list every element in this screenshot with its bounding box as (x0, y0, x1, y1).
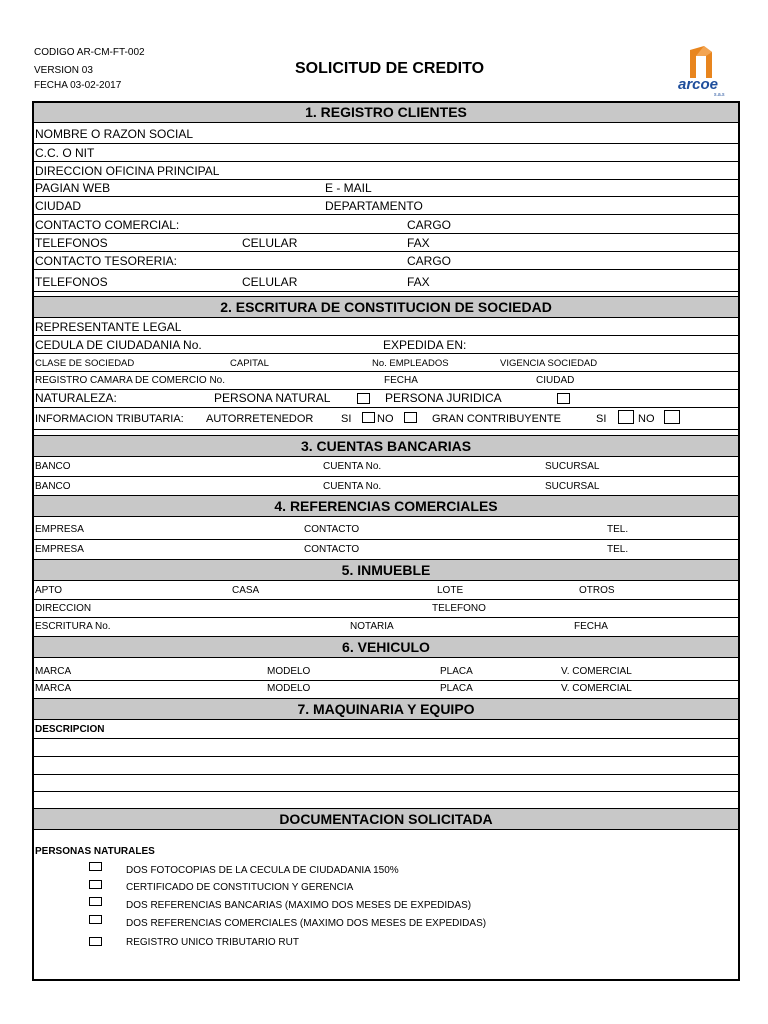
section-2-header: 2. ESCRITURA DE CONSTITUCION DE SOCIEDAD (34, 296, 738, 318)
label-contacto: CONTACTO (304, 524, 360, 535)
form-code: CODIGO AR-CM-FT-002 (34, 47, 145, 58)
label-contacto-comercial: CONTACTO COMERCIAL: (35, 218, 180, 232)
divider (34, 774, 738, 775)
label-contacto-tesoreria: CONTACTO TESORERIA: (35, 254, 178, 268)
divider (34, 269, 738, 270)
label-cc-nit: C.C. O NIT (35, 146, 95, 160)
divider (34, 599, 738, 600)
section-5-header: 5. INMUEBLE (34, 559, 738, 581)
doc-checkbox[interactable] (89, 880, 102, 889)
label-cedula: CEDULA DE CIUDADANIA No. (35, 338, 202, 352)
label-banco: BANCO (35, 481, 71, 492)
section-7-header: 7. MAQUINARIA Y EQUIPO (34, 698, 738, 720)
label-empresa: EMPRESA (35, 524, 84, 535)
label-si: SI (596, 413, 607, 425)
label-fax: FAX (407, 275, 430, 289)
section-4-header: 4. REFERENCIAS COMERCIALES (34, 495, 738, 517)
label-capital: CAPITAL (230, 358, 269, 369)
label-nombre: NOMBRE O RAZON SOCIAL (35, 127, 194, 141)
label-telefonos: TELEFONOS (35, 275, 108, 289)
label-persona-juridica: PERSONA JURIDICA (385, 391, 502, 405)
label-info-tributaria: INFORMACION TRIBUTARIA: (35, 413, 184, 425)
label-descripcion: DESCRIPCION (35, 724, 105, 735)
persona-juridica-checkbox[interactable] (557, 393, 570, 404)
label-si: SI (341, 413, 352, 425)
divider (34, 617, 738, 618)
label-celular: CELULAR (242, 236, 298, 250)
label-no: NO (638, 413, 655, 425)
divider (34, 233, 738, 234)
label-fax: FAX (407, 236, 430, 250)
label-contacto: CONTACTO (304, 544, 360, 555)
form-date: FECHA 03-02-2017 (34, 80, 122, 91)
persona-natural-checkbox[interactable] (357, 393, 370, 404)
label-otros: OTROS (579, 585, 615, 596)
doc-checkbox[interactable] (89, 937, 102, 946)
label-valor-comercial: V. COMERCIAL (561, 683, 632, 694)
label-vigencia: VIGENCIA SOCIEDAD (500, 358, 598, 369)
divider (34, 389, 738, 390)
divider (34, 143, 738, 144)
label-telefono: TELEFONO (432, 603, 486, 614)
autorretenedor-si-checkbox[interactable] (362, 412, 375, 423)
label-empresa: EMPRESA (35, 544, 84, 555)
label-representante: REPRESENTANTE LEGAL (35, 320, 182, 334)
label-sucursal: SUCURSAL (545, 481, 600, 492)
divider (34, 161, 738, 162)
label-telefonos: TELEFONOS (35, 236, 108, 250)
divider (34, 214, 738, 215)
divider (34, 353, 738, 354)
gran-contribuyente-si-checkbox[interactable] (618, 410, 634, 424)
label-escritura: ESCRITURA No. (35, 621, 111, 632)
doc-checkbox[interactable] (89, 897, 102, 906)
label-marca: MARCA (35, 683, 72, 694)
label-modelo: MODELO (267, 666, 311, 677)
divider (34, 407, 738, 408)
divider (34, 335, 738, 336)
label-clase-sociedad: CLASE DE SOCIEDAD (35, 358, 135, 369)
divider (34, 291, 738, 292)
label-direccion: DIRECCION (35, 603, 92, 614)
page-title: SOLICITUD DE CREDITO (295, 60, 485, 77)
label-cuenta: CUENTA No. (323, 481, 382, 492)
doc-item: DOS REFERENCIAS BANCARIAS (MAXIMO DOS MESES DE EXPEDIDAS) (126, 900, 472, 911)
divider (34, 196, 738, 197)
label-celular: CELULAR (242, 275, 298, 289)
divider (34, 738, 738, 739)
label-cuenta: CUENTA No. (323, 461, 382, 472)
label-no: NO (377, 413, 394, 425)
divider (34, 756, 738, 757)
label-ciudad: CIUDAD (536, 375, 575, 386)
doc-item: CERTIFICADO DE CONSTITUCION Y GERENCIA (126, 882, 354, 893)
doc-checkbox[interactable] (89, 915, 102, 924)
divider (34, 680, 738, 681)
divider (34, 179, 738, 180)
label-tel: TEL. (607, 524, 629, 535)
label-persona-natural: PERSONA NATURAL (214, 391, 331, 405)
doc-item: DOS REFERENCIAS COMERCIALES (MAXIMO DOS MESES DE EXPEDIDAS) (126, 918, 487, 929)
label-placa: PLACA (440, 666, 473, 677)
label-naturaleza: NATURALEZA: (35, 391, 117, 405)
divider (34, 539, 738, 540)
label-marca: MARCA (35, 666, 72, 677)
label-departamento: DEPARTAMENTO (325, 199, 423, 213)
label-modelo: MODELO (267, 683, 311, 694)
logo-sub: s.a.s (714, 92, 725, 98)
section-1-header: 1. REGISTRO CLIENTES (34, 102, 738, 123)
docs-header: DOCUMENTACION SOLICITADA (34, 808, 738, 830)
label-cargo: CARGO (407, 218, 452, 232)
label-empleados: No. EMPLEADOS (372, 358, 449, 369)
divider (34, 791, 738, 792)
label-pagina-web: PAGIAN WEB (35, 181, 111, 195)
label-autorretenedor: AUTORRETENEDOR (206, 413, 314, 425)
label-lote: LOTE (437, 585, 464, 596)
company-logo (672, 42, 734, 100)
divider (34, 429, 738, 430)
label-notaria: NOTARIA (350, 621, 394, 632)
divider (34, 371, 738, 372)
section-6-header: 6. VEHICULO (34, 636, 738, 658)
label-fecha: FECHA (574, 621, 608, 632)
doc-checkbox[interactable] (89, 862, 102, 871)
doc-item: REGISTRO UNICO TRIBUTARIO RUT (126, 937, 299, 948)
doc-item: DOS FOTOCOPIAS DE LA CECULA DE CIUDADANIA 150% (126, 865, 399, 876)
gran-contribuyente-no-checkbox[interactable] (664, 410, 680, 424)
label-apto: APTO (35, 585, 63, 596)
label-email: E - MAIL (325, 181, 372, 195)
form-version: VERSION 03 (34, 65, 93, 76)
label-placa: PLACA (440, 683, 473, 694)
divider (34, 476, 738, 477)
label-valor-comercial: V. COMERCIAL (561, 666, 632, 677)
label-gran-contribuyente: GRAN CONTRIBUYENTE (432, 413, 561, 425)
label-expedida: EXPEDIDA EN: (383, 338, 467, 352)
label-tel: TEL. (607, 544, 629, 555)
autorretenedor-no-checkbox[interactable] (404, 412, 417, 423)
label-cargo: CARGO (407, 254, 452, 268)
section-3-header: 3. CUENTAS BANCARIAS (34, 435, 738, 457)
logo-text: arcoe (678, 76, 719, 93)
label-personas-naturales: PERSONAS NATURALES (35, 846, 155, 857)
label-casa: CASA (232, 585, 260, 596)
label-direccion: DIRECCION OFICINA PRINCIPAL (35, 164, 220, 178)
label-fecha: FECHA (384, 375, 418, 386)
label-registro-camara: REGISTRO CAMARA DE COMERCIO No. (35, 375, 226, 386)
label-ciudad: CIUDAD (35, 199, 82, 213)
label-banco: BANCO (35, 461, 71, 472)
label-sucursal: SUCURSAL (545, 461, 600, 472)
divider (34, 251, 738, 252)
